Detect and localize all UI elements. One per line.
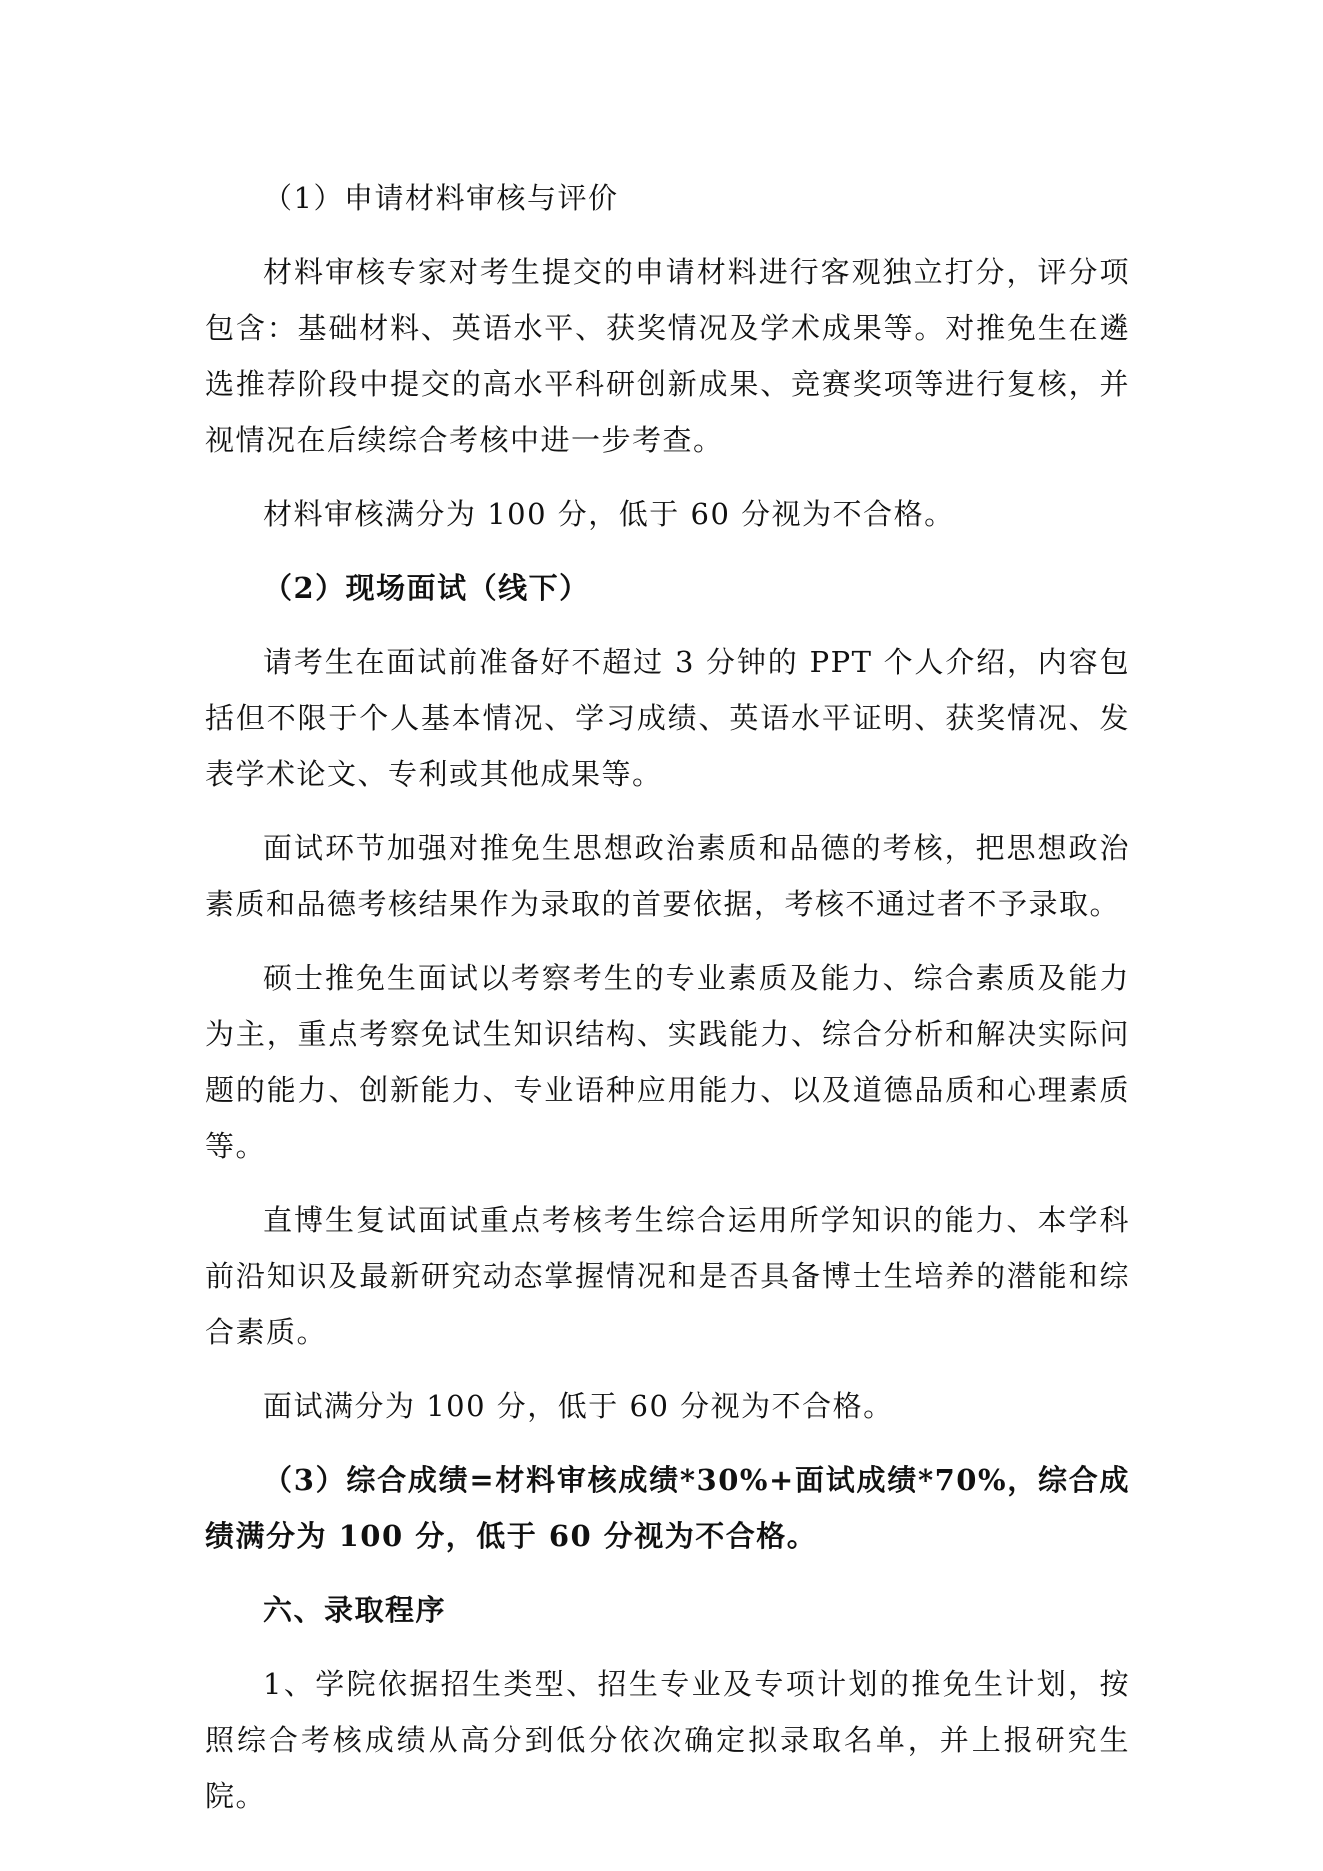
paragraph-composite-score: （3）综合成绩=材料审核成绩*30%+面试成绩*70%，综合成绩满分为 100 分，低于 60 分视为不合格。 — [205, 1463, 1130, 1553]
paragraph-admission-step-1: 1、学院依据招生类型、招生专业及专项计划的推免生计划，按照综合考核成绩从高分到低分依次确定拟录取名单，并上报研究生院。 — [205, 1667, 1130, 1813]
paragraph-phd-interview: 直博生复试面试重点考核考生综合运用所学知识的能力、本学科前沿知识及最新研究动态掌握情况和是否具备博士生培养的潜能和综合素质。 — [205, 1203, 1130, 1349]
paragraph-interview-score: 面试满分为 100 分，低于 60 分视为不合格。 — [263, 1389, 894, 1423]
paragraph-material-review-desc: 材料审核专家对考生提交的申请材料进行客观独立打分，评分项包含：基础材料、英语水平、获奖情况及学术成果等。对推免生在遴选推荐阶段中提交的高水平科研创新成果、竞赛奖项等进行复核，并视情况在后续综合考核中进一步考查。 — [205, 255, 1130, 457]
section-heading-admission: 六、录取程序 — [263, 1593, 447, 1627]
paragraph-political-review: 面试环节加强对推免生思想政治素质和品德的考核，把思想政治素质和品德考核结果作为录取的首要依据，考核不通过者不予录取。 — [205, 831, 1130, 921]
document-body — [205, 170, 1130, 1842]
paragraph-ppt-intro: 请考生在面试前准备好不超过 3 分钟的 PPT 个人介绍，内容包括但不限于个人基本情况、学习成绩、英语水平证明、获奖情况、发表学术论文、专利或其他成果等。 — [205, 645, 1130, 791]
paragraph-master-interview: 硕士推免生面试以考察考生的专业素质及能力、综合素质及能力为主，重点考察免试生知识结构、实践能力、综合分析和解决实际问题的能力、创新能力、专业语种应用能力、以及道德品质和心理素质等。 — [205, 961, 1130, 1163]
paragraph-material-score: 材料审核满分为 100 分，低于 60 分视为不合格。 — [263, 497, 955, 531]
section-heading-material-review: （1）申请材料审核与评价 — [263, 181, 619, 215]
section-heading-interview: （2）现场面试（线下） — [263, 571, 590, 605]
